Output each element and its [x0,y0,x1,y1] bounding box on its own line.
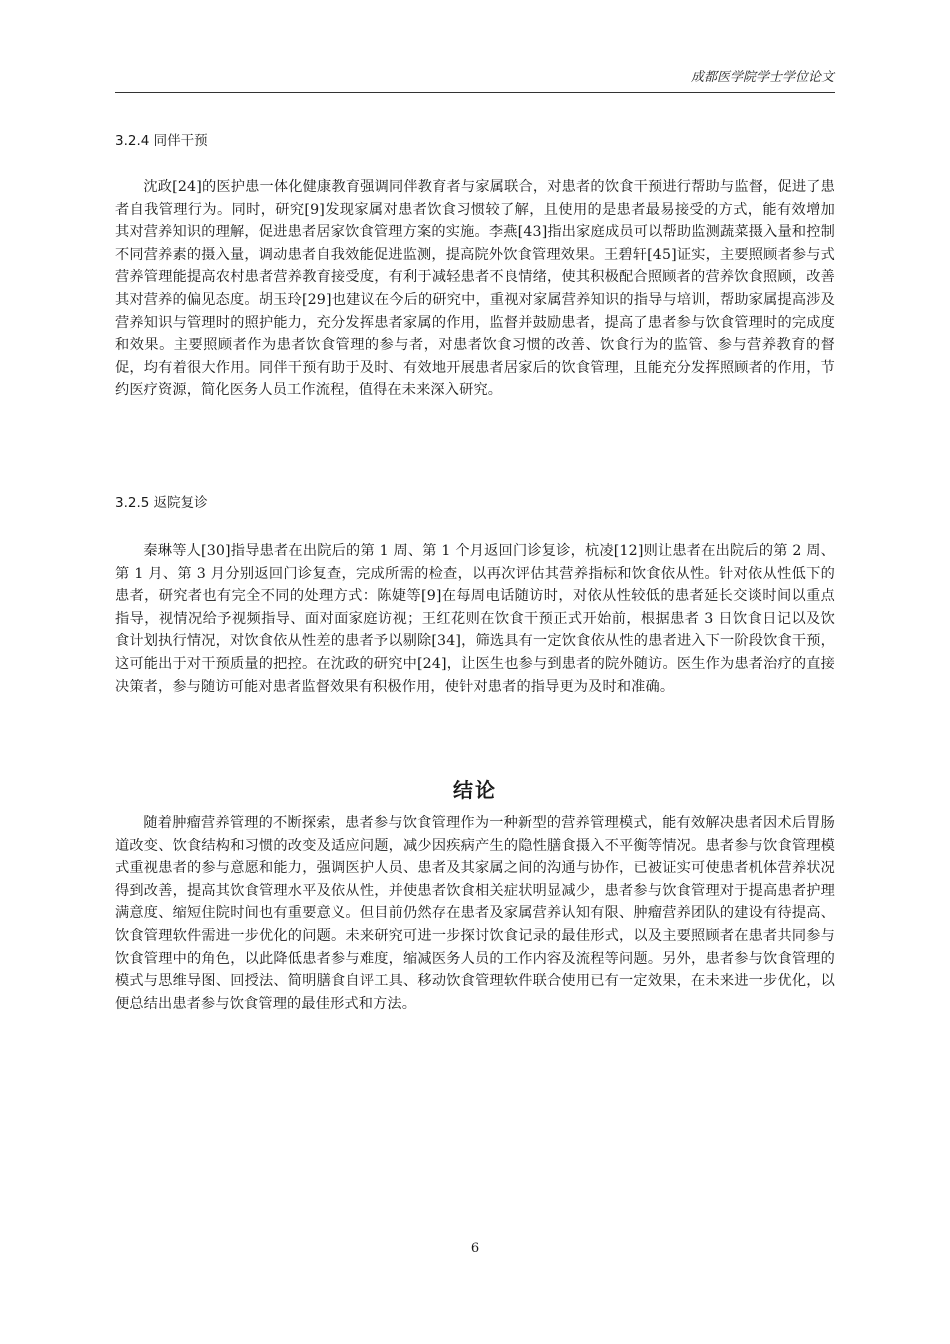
section-paragraph-peer-intervention: 沈政[24]的医护患一体化健康教育强调同伴教育者与家属联合，对患者的饮食干预进行帮助与监督，促进了患者自我管理行为。同时，研究[9]发现家属对患者饮食习惯较了解，且使用的是患者最易接受的方式，能有效增加其对营养知识的理解，促进患者居家饮食管理方案的实施。李燕[43]指出家庭成员可以帮助监测蔬菜摄入量和控制不同营养素的摄入量，调动患者自我效能促进监测，提高院外饮食管理效果。王碧轩[45]证实，主要照顾者参与式营养管理能提高农村患者营养教育接受度，有利于减轻患者不良情绪，使其积极配合照顾者的营养饮食照顾，改善其对营养的偏见态度。胡玉玲[29]也建议在今后的研究中，重视对家属营养知识的指导与培训，帮助家属提高涉及营养知识与管理时的照护能力，充分发挥患者家属的作用，监督并鼓励患者，提高了患者参与饮食管理时的完成度和效果。主要照顾者作为患者饮食管理的参与者，对患者饮食习惯的改善、饮食行为的监管、参与营养教育的督促，均有着很大作用。同伴干预有助于及时、有效地开展患者居家后的饮食管理，且能充分发挥照顾者的作用，节约医疗资源，简化医务人员工作流程，值得在未来深入研究。 [115,179,835,399]
page-number: 6 [470,1241,480,1256]
section-heading-return-visit: 3.2.5 返院复诊 [115,495,208,511]
conclusion-heading: 结论 [453,778,497,802]
header-divider [115,92,835,93]
conclusion-paragraph: 随着肿瘤营养管理的不断探索，患者参与饮食管理作为一种新型的营养管理模式，能有效解决患者因术后胃肠道改变、饮食结构和习惯的改变及适应问题，减少因疾病产生的隐性膳食摄入不平衡等情况。患者参与饮食管理模式重视患者的参与意愿和能力，强调医护人员、患者及其家属之间的沟通与协作，已被证实可使患者机体营养状况得到改善，提高其饮食管理水平及依从性，并使患者饮食相关症状明显减少，患者参与饮食管理对于提高患者护理满意度、缩短住院时间也有重要意义。但目前仍然存在患者及家属营养认知有限、肿瘤营养团队的建设有待提高、饮食管理软件需进一步优化的问题。未来研究可进一步探讨饮食记录的最佳形式，以及主要照顾者在患者共同参与饮食管理中的角色，以此降低患者参与难度，缩减医务人员的工作内容及流程等问题。另外，患者参与饮食管理的模式与思维导图、回授法、简明膳食自评工具、移动饮食管理软件联合使用已有一定效果，在未来进一步优化，以便总结出患者参与饮食管理的最佳形式和方法。 [115,815,835,1012]
section-paragraph-return-visit: 秦琳等人[30]指导患者在出院后的第 1 周、第 1 个月返回门诊复诊，杭凌[12]则让患者在出院后的第 2 周、第 1 月、第 3 月分别返回门诊复查，完成所需的检查，以再次评估其营养指标和饮食依从性。针对依从性低下的患者，研究者也有完全不同的处理方式：陈婕等[9]在每周电话随访时，对依从性较低的患者延长交谈时间以重点指导，视情况给予视频指导、面对面家庭访视；王红花则在饮食干预正式开始前，根据患者 3 日饮食日记以及饮食计划执行情况，对饮食依从性差的患者予以剔除[34]，筛选具有一定饮食依从性的患者进入下一阶段饮食干预，这可能出于对干预质量的把控。在沈政的研究中[24]，让医生也参与到患者的院外随访。医生作为患者治疗的直接决策者，参与随访可能对患者监督效果有积极作用，使针对患者的指导更为及时和准确。 [115,543,835,695]
running-header-title: 成都医学院学士学位论文 [690,70,834,85]
section-heading-peer-intervention: 3.2.4 同伴干预 [115,133,208,149]
